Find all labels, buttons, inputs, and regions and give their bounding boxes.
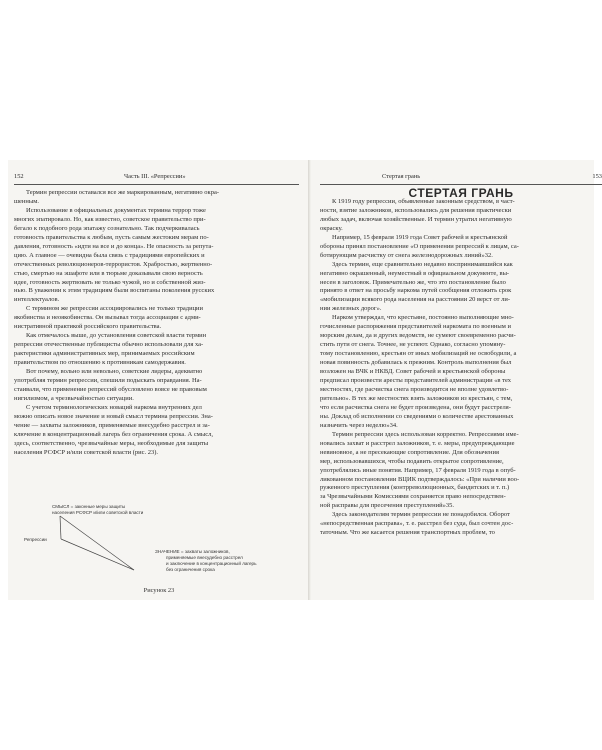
right-page-header xyxy=(320,173,602,183)
text-line: здесь, соответственно, чрезвычайные меры, необходимые для защиты xyxy=(14,439,209,447)
text-line: стью, смертью на эшафоте или в тюрьме доказывали свою верность xyxy=(14,269,203,277)
text-line: отечественных революционеров-террористов. Храбростью, жертвенно- xyxy=(14,260,213,268)
text-line: ности, взятие заложников, использовались для решения практически xyxy=(320,206,512,214)
text-line: ботирующим расчистку от снега железнодорожных линий»32. xyxy=(320,251,493,259)
text-line: можно описать новое значение и новый смысл термина репрессии. Зна- xyxy=(14,412,213,420)
text-line: принято в ответ на просьбу наркома путей сообщения отложить срок xyxy=(320,287,512,295)
text-line: правительством по отношению к противникам самодержавия. xyxy=(14,359,186,367)
left-page-header xyxy=(14,173,299,183)
text-line: невиновное, а не пресекающие сопротивление. Для обозначения xyxy=(320,448,499,456)
text-line: нистративной практикой российского правительства. xyxy=(14,323,162,331)
text-line: морским делам, да и других ведомств, не сумеют своевременно расчи- xyxy=(320,332,516,340)
left-header-rule xyxy=(14,184,299,185)
text-line: давления, готовность «идти на все и до конца». Не опасность за репута- xyxy=(14,242,214,250)
text-line: якобинства и неоякобинства. Он вызывал тогда ассоциации с адми- xyxy=(14,314,201,322)
text-line: гочисленные распоряжения представителей наркомата по военным и xyxy=(320,323,511,331)
text-line: Использование в официальных документах термина террор тоже xyxy=(26,206,206,214)
figure-23-diagram xyxy=(14,500,299,600)
text-line: руженного преступления (контрреволюционных, бандитских и т. п.) xyxy=(320,484,510,492)
text-line: интеллектуалов. xyxy=(14,296,60,304)
value-label: без ограничения срока xyxy=(166,567,215,572)
text-line: предписал произвести аресты представителей администрации «в тех xyxy=(320,377,512,385)
value-label: применяемые внесудебно расстрел xyxy=(166,555,243,560)
text-line: нигилизмом, а чрезвычайностью ситуации. xyxy=(14,394,134,402)
text-line: репрессии отечественные публицисты обычно использовали для ха- xyxy=(14,341,204,349)
text-line: тому постановлению, крестьян от иных мобилизаций не освободили, а xyxy=(320,350,517,358)
repressions-label: Репрессии xyxy=(24,537,47,542)
right-running-head: Стертая грань xyxy=(382,173,421,180)
text-line: нью. В уважении к этим традициям были воспитаны поколения русских xyxy=(14,287,215,295)
right-page-body xyxy=(320,186,602,538)
text-line: цию. А главное — очевидна была связь с традициями европейских и xyxy=(14,251,205,259)
text-line: мер, использовавшихся, чтобы подавить открытое сопротивление, xyxy=(320,457,504,465)
book-gutter xyxy=(308,160,311,600)
text-line: рительно». В тех же местностях взять заложников из крестьян, с тем, xyxy=(320,394,513,402)
text-line: рактеристики административных мер, принимаемых российским xyxy=(14,350,195,358)
text-line: любых задач, включая хозяйственные. И термин утратил негативную xyxy=(320,215,512,223)
book-spread xyxy=(8,160,602,600)
text-line: новались захват и расстрел заложников, т. е. меры, предупреждающие xyxy=(320,439,515,447)
meaning-label: населения РСФСР и/или советской власти xyxy=(52,510,144,515)
meaning-label: СМЫСЛ = законные меры защиты xyxy=(52,504,126,509)
text-line: ной расправы для пресечения преступлений»35. xyxy=(320,502,454,510)
text-line: бегало к подобного рода эпатажу сознательно. Так подчеркивалась xyxy=(14,224,200,232)
text-line: Здесь термин, еще сравнительно недавно воспринимавшийся как xyxy=(332,260,513,268)
text-line: С термином же репрессии ассоциировались не только традиции xyxy=(26,305,204,313)
text-line: шенным. xyxy=(14,197,39,205)
text-line: С учетом терминологических новаций наркома внутренних дел xyxy=(26,403,202,411)
text-line: окраску. xyxy=(320,224,343,232)
text-line: Нарком утверждал, что крестьяне, постоянно выполняющие мно- xyxy=(332,314,514,322)
text-line: таточным. Что же касается решения транспортных проблем, то xyxy=(320,529,495,537)
text-line: обороны принял постановление «О применении репрессий к лицам, са- xyxy=(320,242,519,250)
text-line: употребляя термин репрессии, спешили подыскать оправдания. На- xyxy=(14,377,202,385)
text-line: употреблялись иные понятия. Например, 17 февраля 1919 года в опуб- xyxy=(320,466,516,474)
value-label: и заключение в концентрационный лагерь xyxy=(166,561,257,566)
text-line: возложен на ВЧК и НКВД. Совет рабочей и крестьянской обороны xyxy=(320,368,506,376)
text-line: нии железных дорог». xyxy=(320,305,382,313)
chapter-title: СТЕРТАЯ ГРАНЬ xyxy=(408,186,514,200)
text-line: идее, готовность жертвовать не только чужой, но и собственной жиз- xyxy=(14,278,206,286)
text-line: Термин репрессии оставался все же маркированным, негативно окра- xyxy=(26,189,220,196)
text-line: что если расчистка снега не будет произведена, они будут расстреля- xyxy=(320,403,511,411)
text-line: «мобилизации всякого рода населения на расстоянии 20 верст от ли- xyxy=(320,296,511,304)
text-line: Здесь законодателям термин репрессии не понадобился. Оборот xyxy=(332,511,510,519)
text-line: стаивали, что применение репрессий обусловлено вовсе не правовым xyxy=(14,385,207,393)
right-page-number: 153 xyxy=(592,173,602,180)
text-line: готовность правительства к любым, пусть самым жестоким мерам по- xyxy=(14,233,209,241)
text-line: негативно окрашенный, неуместный в официальном документе, вы- xyxy=(320,269,510,277)
text-line: ключение в концентрационный лагерь без ограничения срока. А смысл, xyxy=(14,430,213,438)
text-line: Термин репрессии здесь использован корректно. Репрессиями име- xyxy=(332,430,519,438)
text-line: несен в заголовок. Примечательно же, что это постановление было xyxy=(320,278,506,286)
text-line: многих эпатировало. Но, как известно, советское правительство при- xyxy=(14,215,206,223)
figure-caption: Рисунок 23 xyxy=(143,587,175,594)
left-running-head: Часть III. «Репрессии» xyxy=(124,173,186,180)
text-line: чение — захваты заложников, применяемые внесудебно расстрел и за- xyxy=(14,421,210,429)
value-label: ЗНАЧЕНИЕ = захваты заложников, xyxy=(155,549,230,554)
text-line: местностях, где расчистка снега производится не вполне удовлетво- xyxy=(320,385,509,393)
triangle-edge xyxy=(60,516,61,539)
text-line: назначить через неделю»34. xyxy=(320,421,398,429)
text-line: ны. Доклад об исполнении со сведениями о количестве арестованных xyxy=(320,412,514,420)
text-line: населения РСФСР и/или советской власти (рис. 23). xyxy=(14,448,159,456)
right-header-rule xyxy=(320,184,602,185)
text-line: стить пути от снега. Точнее, не успеют. Однако, согласно упомяну- xyxy=(320,341,506,349)
text-line: «непосредственная расправа», т. е. расстрел без суда, был сочтен дос- xyxy=(320,520,514,528)
left-page-body xyxy=(14,189,299,458)
text-line: за Чрезвычайными Комиссиями сохраняется право непосредствен- xyxy=(320,493,506,501)
text-line: ликованном постановлении ВЦИК подтверждалось: «При наличии воо- xyxy=(320,475,520,483)
text-line: К 1919 году репрессии, объявленные законным средством, в част- xyxy=(332,197,515,205)
text-line: Вот почему, вольно или невольно, советские лидеры, адекватно xyxy=(26,368,203,376)
left-page-number: 152 xyxy=(14,173,24,180)
text-line: Как отмечалось выше, до установления советской власти термин xyxy=(26,332,207,340)
text-line: новая повинность добавилась к прежним. Контроль выполнения был xyxy=(320,359,512,367)
text-line: Например, 15 февраля 1919 года Совет рабочей и крестьянской xyxy=(332,233,508,241)
